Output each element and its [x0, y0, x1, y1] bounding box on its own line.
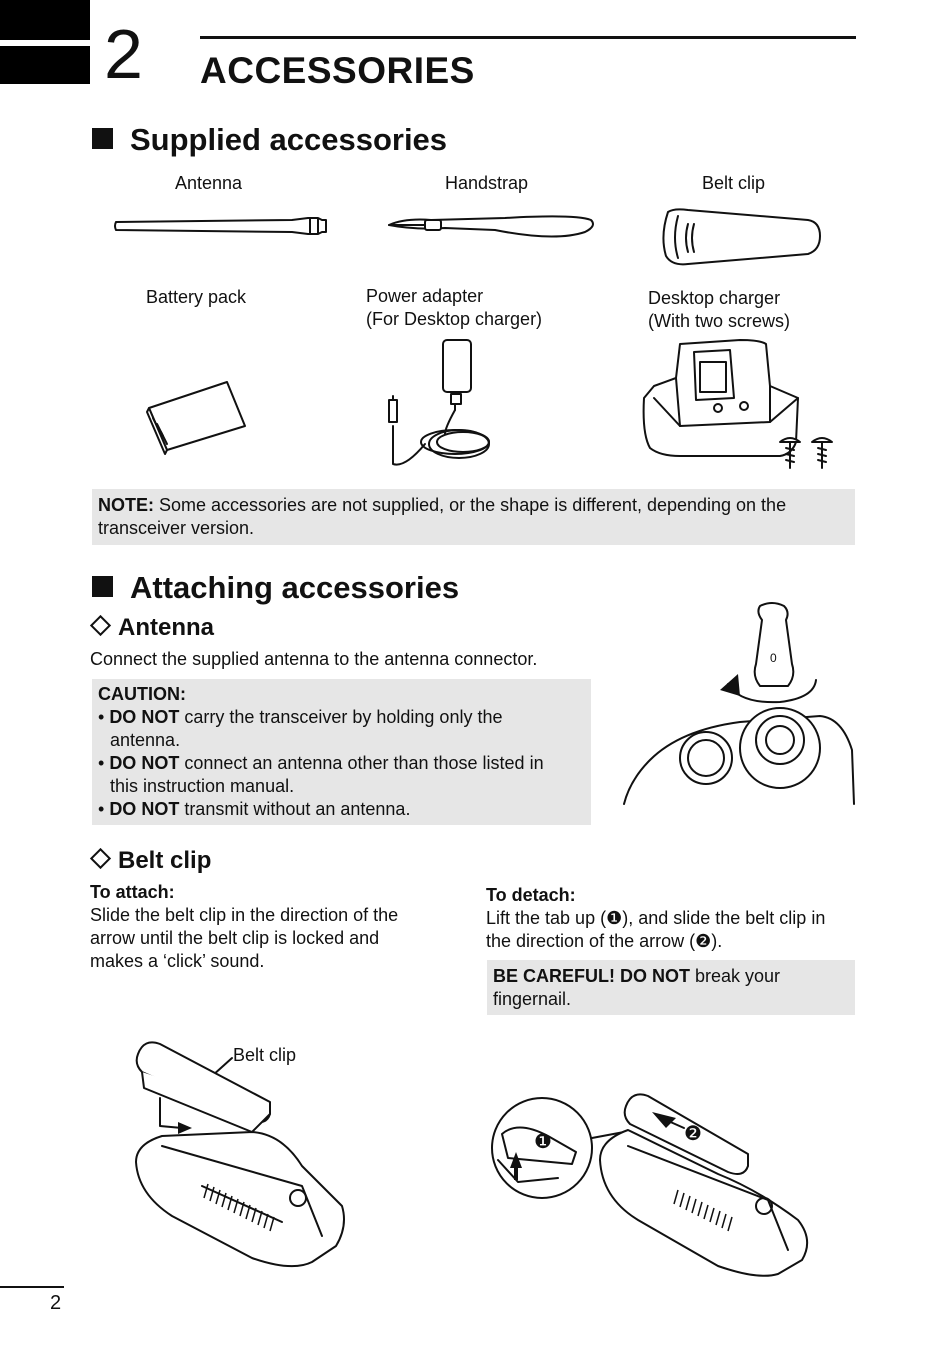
label-desktop-charger-note: (With two screws): [648, 311, 791, 331]
belt-clip-illustration: [658, 206, 824, 270]
subsection-heading-belt-clip: Belt clip: [89, 847, 211, 875]
chapter-number: 2: [104, 15, 143, 93]
page-number: 2: [50, 1292, 62, 1314]
label-power-adapter-note: (For Desktop charger): [366, 309, 543, 329]
attach-line-2: arrow until the belt clip is locked and: [90, 928, 380, 948]
detach-title: To detach:: [486, 885, 576, 905]
belt-clip-attach-illustration: [132, 1036, 352, 1272]
caution-bullet: • DO NOT connect an antenna other than those listed in: [98, 753, 544, 773]
attach-line-3: makes a ‘click’ sound.: [90, 951, 265, 971]
subsection-heading-antenna: Antenna: [89, 614, 214, 642]
careful-box: BE CAREFUL! DO NOT break your fingernail.: [487, 960, 855, 1015]
label-antenna: Antenna: [175, 173, 243, 193]
battery-pack-illustration: [143, 378, 249, 454]
square-bullet-icon: [92, 128, 113, 149]
detach-line-1: Lift the tab up (❶), and slide the belt clip in: [486, 908, 826, 928]
section-heading-attaching: Attaching accessories: [92, 570, 459, 606]
diamond-bullet-icon: [90, 615, 111, 636]
label-belt-clip: Belt clip: [702, 173, 766, 193]
label-battery-pack: Battery pack: [146, 287, 247, 307]
detach-line-2: the direction of the arrow (❷).: [486, 931, 723, 951]
section-heading-supplied: Supplied accessories: [92, 122, 447, 158]
belt-clip-callout: Belt clip: [233, 1045, 297, 1065]
note-text-2: transceiver version.: [98, 518, 255, 538]
chapter-title: ACCESSORIES: [200, 50, 475, 91]
caution-title: CAUTION:: [98, 684, 186, 704]
desktop-charger-illustration: [640, 338, 840, 476]
belt-clip-detach-illustration: [488, 1090, 818, 1280]
step-2-marker: ❷: [684, 1123, 702, 1145]
antenna-attach-illustration: [620, 600, 856, 804]
antenna-cap-mark: 0: [770, 651, 777, 665]
caution-box: CAUTION: • DO NOT carry the transceiver by holding only the antenna. • DO NOT connect an antenna other than those listed in this instruction manual. • DO NOT transmit without an antenna.: [92, 679, 591, 825]
diamond-bullet-icon: [90, 848, 111, 869]
chapter-tab-notch: [0, 40, 90, 46]
note-text: Some accessories are not supplied, or the shape is different, depending on the: [154, 495, 787, 515]
caution-bullet: • DO NOT transmit without an antenna.: [98, 799, 411, 819]
note-label: NOTE:: [98, 495, 154, 515]
caution-bullet: • DO NOT carry the transceiver by holding only the: [98, 707, 503, 727]
note-box: [92, 489, 855, 545]
label-power-adapter: Power adapter: [366, 286, 484, 306]
page-rule: [0, 1286, 64, 1288]
rotate-arrow-icon: [720, 674, 740, 696]
antenna-instruction: Connect the supplied antenna to the antenna connector.: [90, 649, 538, 669]
chapter-rule: [200, 36, 856, 39]
screw-icon: [812, 438, 832, 468]
handstrap-illustration: [385, 208, 597, 242]
label-handstrap: Handstrap: [445, 173, 529, 193]
attach-title: To attach:: [90, 882, 175, 902]
antenna-illustration: [112, 208, 332, 244]
right-arrow-icon: [178, 1122, 192, 1134]
square-bullet-icon: [92, 576, 113, 597]
label-desktop-charger: Desktop charger: [648, 288, 781, 308]
step-1-marker: ❶: [534, 1131, 552, 1153]
attach-line-1: Slide the belt clip in the direction of the: [90, 905, 399, 925]
power-adapter-illustration: [385, 338, 505, 470]
